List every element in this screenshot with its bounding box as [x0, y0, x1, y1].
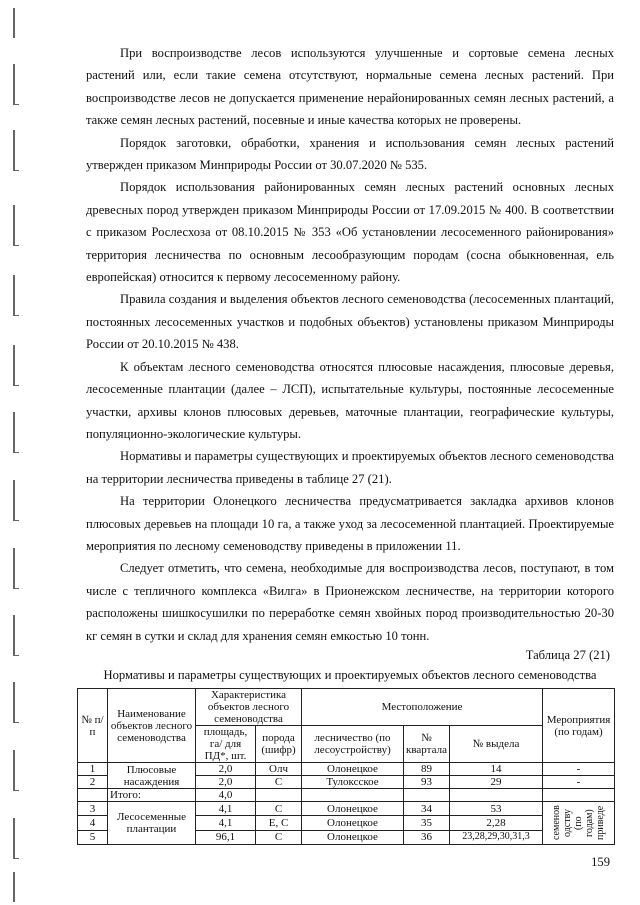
header-name: Наименование объектов лесного семеноводства [108, 689, 196, 763]
header-forestry: лесничество (по лесоустройству) [302, 726, 404, 763]
paragraph: Следует отметить, что семена, необходимые для воспроизводства лесов, поступают, в том числе с тепличного комплекса «Вилга» в Прионежском лесничестве, на территории которого расположены шишкосушилки по переработке семян хвойных пород производительностью 20-30 кг семян в сутки и склад для хранения семян емкостью 10 тонн. [86, 561, 614, 643]
table-row: 3 Лесосеменные плантации 4,1 С Олонецкое 34 53 семенов одству (по годам) приведе [78, 802, 615, 816]
table-row-total: Итого: 4,0 [78, 789, 615, 802]
header-quarter: № квартала [404, 726, 450, 763]
table-caption: Нормативы и параметры существующих и проектируемых объектов лесного семеноводства [103, 668, 597, 682]
paragraph: Правила создания и выделения объектов лесного семеноводства (лесосеменных плантаций, постоянных лесосеменных участков и подобных объектов) установлены приказом Минприроды России от 20.10.2015 № 438. [86, 292, 614, 352]
header-species: порода (шифр) [256, 726, 302, 763]
paragraph: Порядок заготовки, обработки, хранения и использования семян лесных растений утвержден приказом Минприроды России от 30.07.2020 № 535. [86, 135, 614, 173]
table-row: 5 96,1 С Олонецкое 36 23,28,29,30,31,3 [78, 830, 615, 844]
table-label: Таблица 27 (21) [525, 648, 610, 662]
table-row: 1 Плюсовые насаждения 2,0 Олч Олонецкое 89 14 - [78, 763, 615, 776]
left-margin-marks [0, 0, 30, 905]
table-row: 2 2,0 С Тулоксское 93 29 - [78, 776, 615, 789]
page-number: 159 [591, 855, 610, 869]
table-row: 4 4,1 Е, С Олонецкое 35 2,28 [78, 816, 615, 830]
paragraph: При воспроизводстве лесов используются улучшенные и сортовые семена лесных растений или, если такие семена отсутствуют, нормальные семена лесных растений. При воспроизводстве лесов не допускается применение нерайонированных семян лесных растений, а также семян лесных растений, посевные и иные качества которых не проверены. [86, 46, 614, 128]
paragraph: Порядок использования районированных семян лесных растений основных лесных древесных пород утвержден приказом Минприроды России от 17.09.2015 № 400. В соответствии с приказом Рослесхоза от 08.10.2015 № 353 «Об установлении лесосеменного районирования» территория лесничества по основным лесообразующим породам (сосна обыкновенная, ель европейская) относится к первому лесосеменному району. [86, 180, 614, 285]
header-location: Местоположение [302, 689, 543, 726]
header-characteristic: Характеристика объектов лесного семеноводства [196, 689, 302, 726]
body-text [86, 42, 614, 647]
header-num: № п/п [78, 689, 108, 763]
seed-objects-table [77, 688, 615, 845]
paragraph: На территории Олонецкого лесничества предусматривается закладка архивов клонов плюсовых деревьев на площади 10 га, а также уход за лесосеменной плантацией. Проектируемые мероприятия по лесному семеноводству приведены в приложении 11. [86, 494, 614, 553]
paragraph: К объектам лесного семеноводства относятся плюсовые насаждения, плюсовые деревья, лесосеменные плантации (далее – ЛСП), испытательные культуры, постоянные лесосеменные участки, архивы клонов плюсовых деревьев, маточные плантации, географические культуры, популяционно-экологические культуры. [86, 359, 614, 441]
paragraph: Нормативы и параметры существующих и проектируемых объектов лесного семеноводства на территории лесничества приведены в таблице 27 (21). [86, 449, 614, 486]
header-measures: Мероприятия (по годам) [543, 689, 615, 763]
header-area: площадь, га/ для ПД*, шт. [196, 726, 256, 763]
header-compartment: № выдела [450, 726, 543, 763]
